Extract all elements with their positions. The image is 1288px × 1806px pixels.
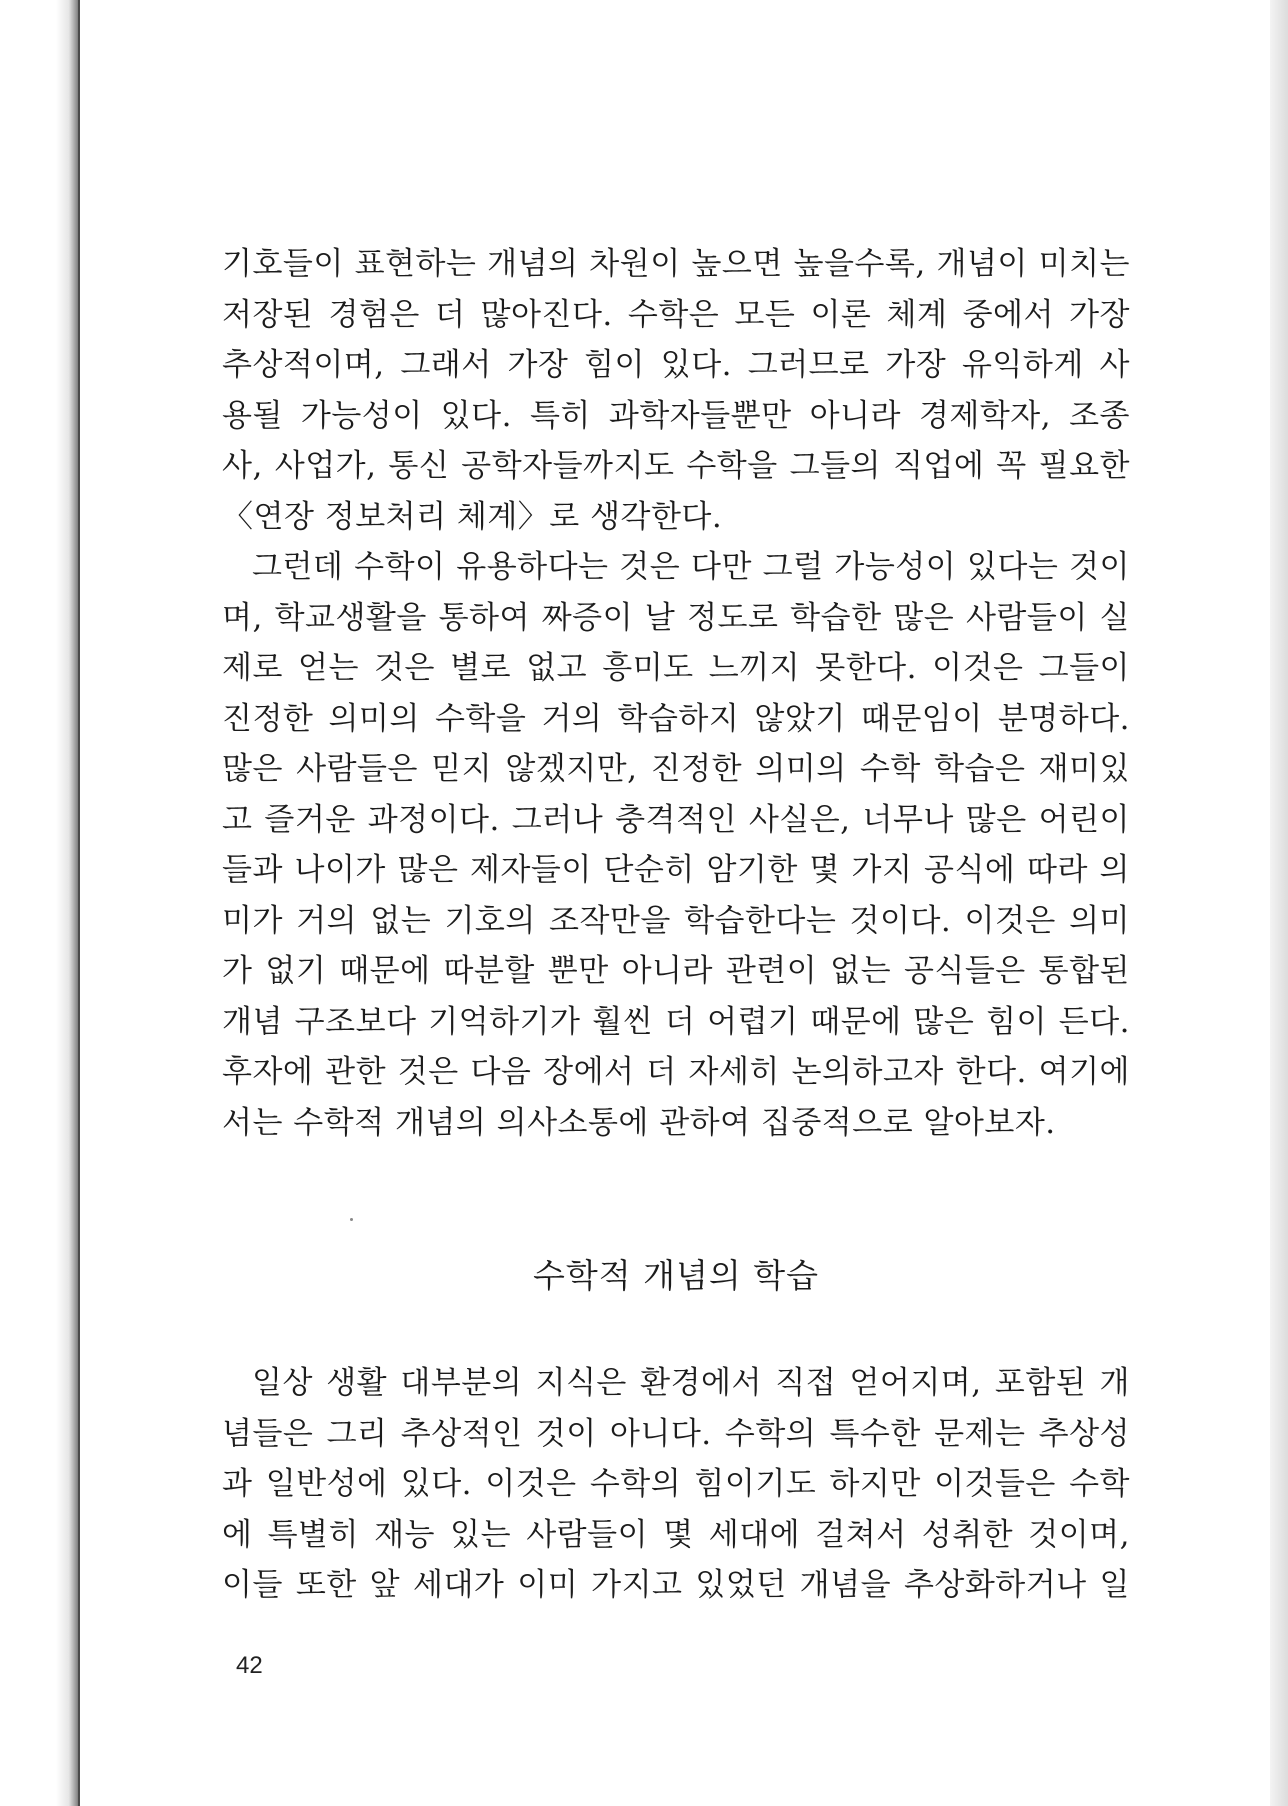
text-line: 과 일반성에 있다. 이것은 수학의 힘이기도 하지만 이것들은 수학 — [222, 1466, 1130, 1502]
text-line: 그런데 수학이 유용하다는 것은 다만 그럴 가능성이 있다는 것이 — [252, 549, 1130, 585]
text-line: 저장된 경험은 더 많아진다. 수학은 모든 이론 체계 중에서 가장 — [222, 296, 1130, 333]
paper-speck — [350, 1218, 353, 1221]
text-line: 미가 거의 없는 기호의 조작만을 학습한다는 것이다. 이것은 의미 — [222, 902, 1130, 939]
text-line: 가 없기 때문에 따분할 뿐만 아니라 관련이 없는 공식들은 통합된 — [222, 953, 1130, 989]
text-line: 기호들이 표현하는 개념의 차원이 높으면 높을수록, 개념이 미치는 — [222, 246, 1130, 282]
text-line: 고 즐거운 과정이다. 그러나 충격적인 사실은, 너무나 많은 어린이 — [222, 801, 1130, 838]
text-line: 에 특별히 재능 있는 사람들이 몇 세대에 걸쳐서 성취한 것이며, — [222, 1516, 1130, 1553]
text-line: 서는 수학적 개념의 의사소통에 관하여 집중적으로 알아보자. — [222, 1104, 1056, 1141]
page-number: 42 — [236, 1652, 263, 1679]
text-line: 후자에 관한 것은 다음 장에서 더 자세히 논의하고자 한다. 여기에 — [222, 1054, 1130, 1090]
book-binding-shadow — [0, 0, 80, 1806]
text-line: 제로 얻는 것은 별로 없고 흥미도 느끼지 못한다. 이것은 그들이 — [222, 650, 1130, 686]
text-line: 개념 구조보다 기억하기가 훨씬 더 어렵기 때문에 많은 힘이 든다. — [222, 1003, 1130, 1040]
text-line: 며, 학교생활을 통하여 짜증이 날 정도로 학습한 많은 사람들이 실 — [222, 599, 1130, 636]
text-line: 들과 나이가 많은 제자들이 단순히 암기한 몇 가지 공식에 따라 의 — [222, 852, 1130, 888]
text-line: 일상 생활 대부분의 지식은 환경에서 직접 얻어지며, 포함된 개 — [252, 1365, 1130, 1401]
text-line: 용될 가능성이 있다. 특히 과학자들뿐만 아니라 경제학자, 조종 — [222, 397, 1130, 434]
text-line: 이들 또한 앞 세대가 이미 가지고 있었던 개념을 추상화하거나 일 — [222, 1567, 1130, 1603]
body-text-upper — [222, 239, 1130, 1148]
body-text-lower — [222, 1358, 1130, 1611]
text-line: 많은 사람들은 믿지 않겠지만, 진정한 의미의 수학 학습은 재미있 — [222, 751, 1130, 787]
section-title: 수학적 개념의 학습 — [532, 1256, 819, 1295]
text-line: 〈연장 정보처리 체계〉로 생각한다. — [222, 498, 723, 535]
text-line: 사, 사업가, 통신 공학자들까지도 수학을 그들의 직업에 꼭 필요한 — [222, 448, 1130, 484]
text-line: 추상적이며, 그래서 가장 힘이 있다. 그러므로 가장 유익하게 사 — [222, 347, 1130, 383]
text-line: 진정한 의미의 수학을 거의 학습하지 않았기 때문임이 분명하다. — [222, 700, 1130, 737]
text-line: 념들은 그리 추상적인 것이 아니다. 수학의 특수한 문제는 추상성 — [222, 1415, 1130, 1452]
